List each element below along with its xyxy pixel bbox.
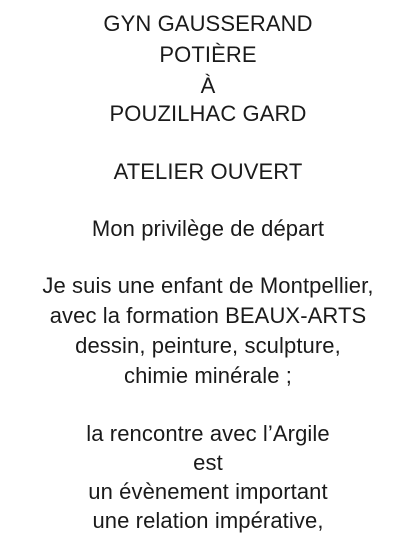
artist-location: POUZILHAC GARD bbox=[109, 101, 307, 126]
atelier-status: ATELIER OUVERT bbox=[113, 159, 303, 184]
artist-profession: POTIÈRE bbox=[159, 42, 257, 67]
paragraph1-line: chimie minérale ; bbox=[124, 363, 292, 388]
location-preposition: À bbox=[200, 73, 216, 98]
artist-name: GYN GAUSSERAND bbox=[103, 11, 313, 36]
paragraph2-line: un évènement important bbox=[88, 479, 328, 504]
paragraph2-line: la rencontre avec l’Argile bbox=[86, 421, 330, 446]
paragraph2-line: est bbox=[193, 450, 223, 475]
paragraph1-line: dessin, peinture, sculpture, bbox=[75, 333, 341, 358]
privilege-title: Mon privilège de départ bbox=[91, 216, 325, 241]
paragraph2-line: une relation impérative, bbox=[92, 508, 324, 533]
paragraph1-line: Je suis une enfant de Montpellier, bbox=[42, 273, 374, 298]
paragraph1-line: avec la formation BEAUX-ARTS bbox=[49, 303, 367, 328]
